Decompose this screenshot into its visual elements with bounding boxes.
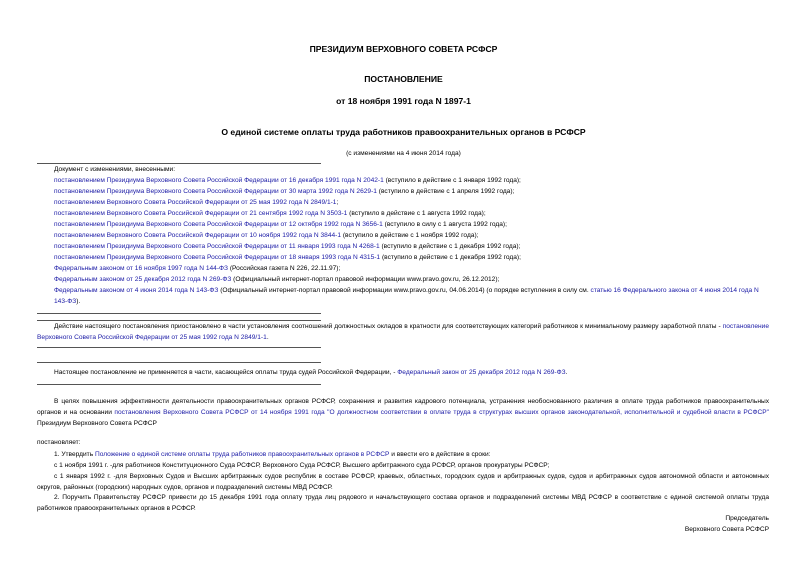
amendment-note: (вступило в действие с 1 августа 1992 года); bbox=[347, 210, 486, 217]
regulation-link[interactable]: Положение о единой системе оплаты труда работников правоохранительных органов в РСФСР bbox=[94, 451, 390, 458]
amendment-link[interactable]: постановлением Президиума Верховного Совета Российской Федерации от 16 декабря 1991 года N 2042-1 bbox=[54, 177, 384, 184]
amendment-item bbox=[54, 208, 770, 219]
decrees-word: постановляет: bbox=[37, 439, 81, 446]
amendment-link[interactable]: постановлением Президиума Верховного Совета Российской Федерации от 11 января 1993 года N 4268-1 bbox=[54, 243, 380, 250]
suspension-text: Действие настоящего постановления приостановлено в части установления соотношений должностных окладов в кратности для соответствующих категорий работников к минимальному размеру заработной платы - bbox=[54, 323, 723, 330]
amendment-note: (вступило в действие с 1 декабря 1992 года); bbox=[379, 243, 521, 250]
amendment-article-link[interactable]: статью 16 Федерального закона от 4 июня 2014 года N 143-ФЗ bbox=[54, 287, 759, 305]
amendment-item bbox=[54, 186, 770, 197]
suspension-link[interactable]: постановление Верховного Совета Российской Федерации от 25 мая 1992 года N 2849/1-1 bbox=[37, 323, 769, 341]
preamble-link[interactable]: постановления Верховного Совета РСФСР от 14 ноября 1991 года "О должностном соответствии в оплате труда в структурах высших органов законодательной, исполнительной и судебной власти в РСФСР" bbox=[114, 409, 769, 416]
amendment-note: (вступило в действие с 1 января 1992 года); bbox=[383, 177, 521, 184]
amendment-link[interactable]: постановлением Верховного Совета Российской Федерации от 25 мая 1992 года N 2849/1-1 bbox=[54, 199, 337, 206]
amendment-note: (Официальный интернет-портал правовой информации www.pravo.gov.ru, 26.12.2012); bbox=[231, 276, 500, 283]
amendment-link[interactable]: Федеральным законом от 25 декабря 2012 года N 269-ФЗ bbox=[54, 276, 232, 283]
amendment-note: (вступило в силу с 1 августа 1992 года); bbox=[382, 221, 507, 228]
judges-note bbox=[54, 367, 770, 378]
clause-1-start: 1. Утвердить bbox=[54, 451, 95, 458]
amendment-link[interactable]: постановлением Верховного Совета Российской Федерации от 10 ноября 1992 года N 3844-1 bbox=[54, 232, 342, 239]
judges-note-text: Настоящее постановление не применяется в части, касающейся оплаты труда судей Российской Федерации, - bbox=[54, 369, 398, 376]
amendment-note: ; bbox=[336, 199, 339, 206]
amendment-item bbox=[54, 285, 770, 307]
clause-2-text: 2. Поручить Правительству РСФСР привести до 15 декабря 1991 года оплату труда лиц рядового и начальствующего состава органов и подразделений системы МВД РСФСР в соответствие с единой системой оплаты труда работников правоохранительных органов в РСФСР. bbox=[37, 494, 769, 512]
amendment-note: (вступило в действие с 1 апреля 1992 года); bbox=[376, 188, 515, 195]
amendment-item bbox=[54, 230, 770, 241]
judges-note-end: . bbox=[565, 369, 568, 376]
amendment-link[interactable]: Федеральным законом от 4 июня 2014 года N 143-ФЗ bbox=[54, 287, 219, 294]
signature-body: Верховного Совета РСФСР bbox=[684, 526, 769, 533]
preamble-text: В целях повышения эффективности деятельности правоохранительных органов РСФСР, сохранения и развития кадрового потенциала, устранения необоснованного различия в оплате труда работников правоохранительных органов и на основании bbox=[37, 398, 769, 416]
amendment-item bbox=[54, 252, 770, 263]
amendment-link[interactable]: Федеральным законом от 16 ноября 1997 года N 144-ФЗ bbox=[54, 265, 229, 272]
document-date-number: от 18 ноября 1991 года N 1897-1 bbox=[336, 96, 471, 106]
divider bbox=[37, 313, 321, 314]
judges-note-link[interactable]: Федеральный закон от 25 декабря 2012 года N 269-ФЗ bbox=[397, 369, 566, 376]
document-type: ПОСТАНОВЛЕНИЕ bbox=[364, 74, 443, 84]
preamble-end: Президиум Верховного Совета РСФСР bbox=[37, 420, 157, 427]
amendment-item bbox=[54, 219, 770, 230]
amendment-item bbox=[54, 197, 770, 208]
amendment-note: (Российская газета N 226, 22.11.97); bbox=[228, 265, 341, 272]
amendment-link[interactable]: постановлением Президиума Верховного Совета Российской Федерации от 30 марта 1992 года N 2629-1 bbox=[54, 188, 377, 195]
divider bbox=[37, 384, 321, 385]
preamble bbox=[37, 396, 769, 429]
clause-1b bbox=[37, 471, 769, 493]
amendment-note: (Официальный интернет-портал правовой информации www.pravo.gov.ru, 04.06.2014) (о порядке вступления в силу см. bbox=[218, 287, 591, 294]
amendment-note: (вступило в действие с 1 ноября 1992 года); bbox=[341, 232, 479, 239]
amendment-link[interactable]: постановлением Президиума Верховного Совета Российской Федерации от 18 января 1993 года N 4315-1 bbox=[54, 254, 381, 261]
suspension-end: . bbox=[266, 334, 269, 341]
suspension-note bbox=[37, 321, 769, 343]
amendment-item bbox=[54, 274, 770, 285]
amendments-intro: Документ с изменениями, внесенными: bbox=[54, 166, 176, 173]
amendment-date-note: (с изменениями на 4 июня 2014 года) bbox=[346, 150, 461, 157]
amendment-link[interactable]: постановлением Президиума Верховного Совета Российской Федерации от 12 октября 1992 года N 3656-1 bbox=[54, 221, 383, 228]
divider bbox=[37, 362, 321, 363]
amendment-link[interactable]: постановлением Верховного Совета Российской Федерации от 21 сентября 1992 года N 3503-1 bbox=[54, 210, 348, 217]
amendment-item bbox=[54, 241, 770, 252]
presidium-heading: ПРЕЗИДИУМ ВЕРХОВНОГО СОВЕТА РСФСР bbox=[309, 44, 498, 54]
clause-2 bbox=[37, 492, 769, 514]
clause-1-end: и ввести его в действие в сроки: bbox=[389, 451, 491, 458]
amendments-list bbox=[54, 164, 770, 307]
clause-1b-text: с 1 января 1992 г. -для Верховных Судов и Высших арбитражных судов республик в составе РСФСР, краевых, областных, городских судов и арбитражных судов, судов и арбитражных судов автономной области и автономных округов, районных (городских) народных судов, органов и подразделений системы МВД РСФСР. bbox=[37, 473, 769, 491]
clause-1 bbox=[54, 449, 770, 460]
signature-title: Председатель bbox=[725, 515, 769, 522]
document-title: О единой системе оплаты труда работников правоохранительных органов в РСФСР bbox=[221, 127, 586, 137]
clause-1a: с 1 ноября 1991 г. -для работников Конституционного Суда РСФСР, Верховного Суда РСФСР, Высшего арбитражного суда РСФСР, органов прокуратуры РСФСР; bbox=[54, 462, 550, 469]
amendment-end: ). bbox=[76, 298, 81, 305]
amendment-item bbox=[54, 175, 770, 186]
divider bbox=[37, 347, 321, 348]
amendment-item bbox=[54, 263, 770, 274]
amendment-note: (вступило в действие с 1 декабря 1992 года); bbox=[380, 254, 521, 261]
